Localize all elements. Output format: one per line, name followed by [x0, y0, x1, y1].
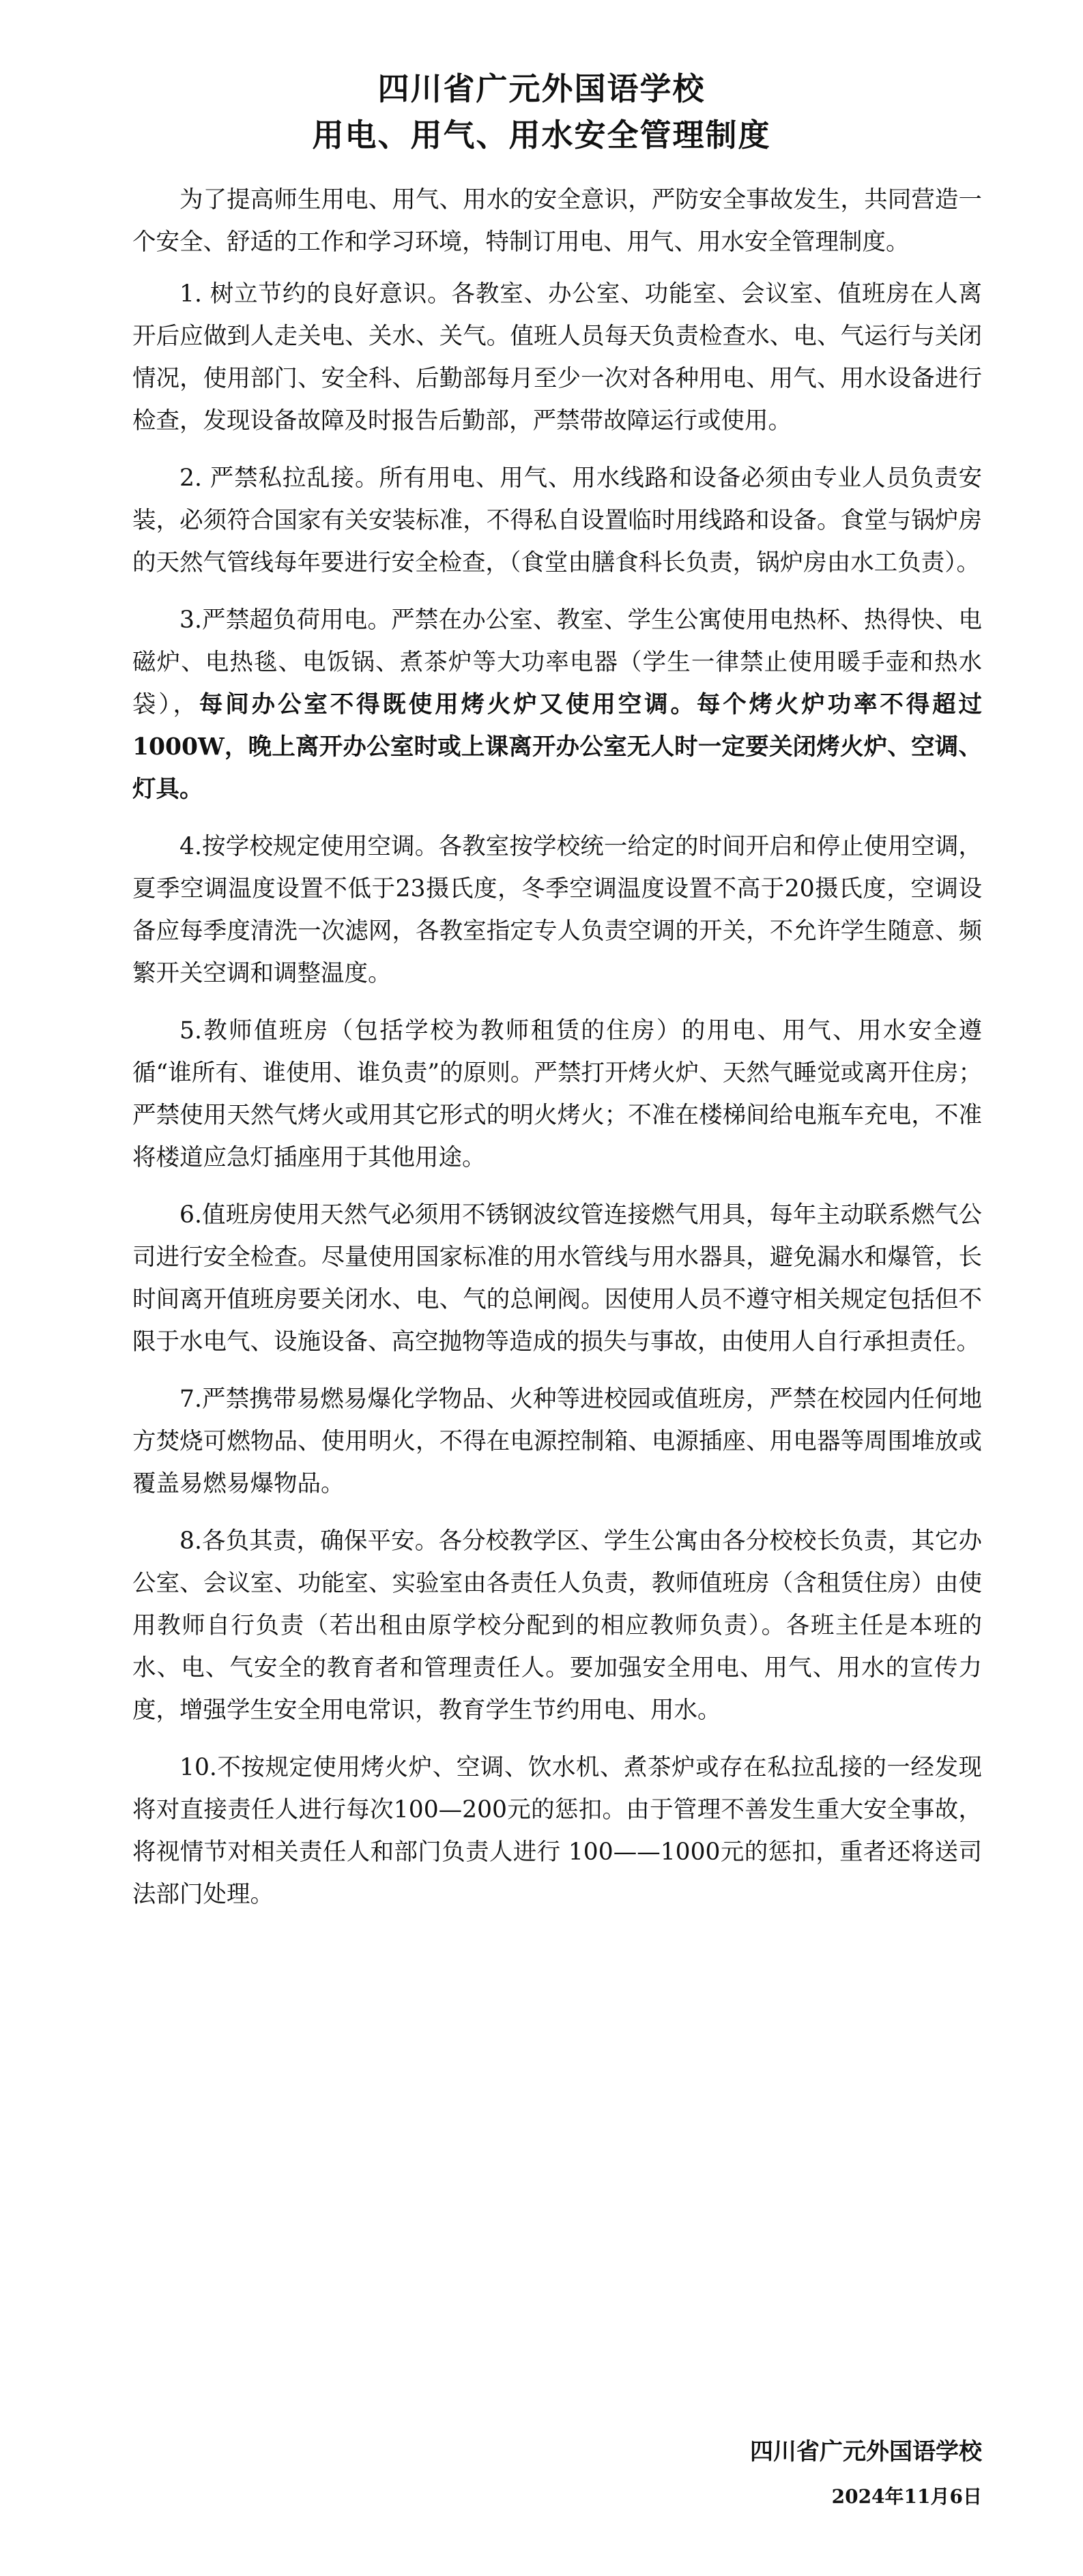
- rule-paragraph-10: 10.不按规定使用烤火炉、空调、饮水机、煮茶炉或存在私拉乱接的一经发现将对直接责任人进行每次100—200元的惩扣。由于管理不善发生重大安全事故， 将视情节对相关责任人和部门负责人进行 100——1000元的惩扣，重者还将送司法部门处理。: [132, 1754, 982, 1908]
- document-body: [132, 179, 982, 1931]
- rule-paragraph-7: 7.严禁携带易燃易爆化学物品、火种等进校园或值班房，严禁在校园内任何地方焚烧可燃物品、使用明火，不得在电源控制箱、电源插座、用电器等周围堆放或覆盖易燃易爆物品。: [132, 1386, 982, 1497]
- signature-school-name: 四川省广元外国语学校: [750, 2438, 982, 2465]
- rule-paragraph-1: 1. 树立节约的良好意识。各教室、办公室、功能室、会议室、值班房在人离开后应做到人走关电、关水、关气。值班人员每天负责检查水、电、气运行与关闭情况，使用部门、安全科、后勤部每月至少一次对各种用电、用气、用水设备进行检查，发现设备故障及时报告后勤部，严禁带故障运行或使用。: [132, 280, 982, 435]
- rule-3-emphasis-text: 每间办公室不得既使用烤火炉又使用空调。每个烤火炉功率不得超过1000W，晚上离开办公室时或上课离开办公室无人时一定要关闭烤火炉、空调、灯具。: [132, 691, 983, 803]
- rule-paragraph-5: 5.教师值班房（包括学校为教师租赁的住房）的用电、用气、用水安全遵循“谁所有、谁使用、谁负责”的原则。严禁打开烤火炉、天然气睡觉或离开住房；严禁使用天然气烤火或用其它形式的明火烤火；不准在楼梯间给电瓶车充电，不准将楼道应急灯插座用于其他用途。: [132, 1017, 982, 1171]
- rule-paragraph-6: 6.值班房使用天然气必须用不锈钢波纹管连接燃气用具，每年主动联系燃气公司进行安全检查。尽量使用国家标准的用水管线与用水器具，避免漏水和爆管，长时间离开值班房要关闭水、电、气的总闸阀。因使用人员不遵守相关规定包括但不限于水电气、设施设备、高空抛物等造成的损失与事故，由使用人自行承担责任。: [132, 1201, 982, 1356]
- rule-3-normal-text: 3.严禁超负荷用电。严禁在办公室、教室、学生公寓使用电热杯、热得快、电磁炉、电热毯、电饭锅、煮茶炉等大功率电器（学生一律禁止使用暖手壶和热水袋），: [132, 606, 982, 718]
- signature-date: 2024年11月6日: [831, 2485, 982, 2508]
- intro-paragraph: 为了提高师生用电、用气、用水的安全意识，严防安全事故发生，共同营造一个安全、舒适的工作和学习环境，特制订用电、用气、用水安全管理制度。: [132, 186, 982, 256]
- document-title-school: 四川省广元外国语学校: [377, 70, 706, 107]
- rule-paragraph-4: 4.按学校规定使用空调。各教室按学校统一给定的时间开启和停止使用空调，夏季空调温度设置不低于23摄氏度，冬季空调温度设置不高于20摄氏度，空调设备应每季度清洗一次滤网，各教室指定专人负责空调的开关，不允许学生随意、频繁开关空调和调整温度。: [132, 833, 982, 987]
- rule-paragraph-3: [132, 599, 982, 810]
- document-title-regulation: 用电、用气、用水安全管理制度: [312, 117, 771, 153]
- rule-paragraph-2: 2. 严禁私拉乱接。所有用电、用气、用水线路和设备必须由专业人员负责安装，必须符合国家有关安装标准，不得私自设置临时用线路和设备。食堂与锅炉房的天然气管线每年要进行安全检查，（食堂由膳食科长负责，锅炉房由水工负责）。: [132, 465, 982, 576]
- rule-paragraph-8: 8.各负其责，确保平安。各分校教学区、学生公寓由各分校校长负责，其它办公室、会议室、功能室、实验室由各责任人负责，教师值班房（含租赁住房）由使用教师自行负责（若出租由原学校分配到的相应教师负责）。各班主任是本班的水、电、气安全的教育者和管理责任人。要加强安全用电、用气、用水的宣传力度，增强学生安全用电常识，教育学生节约用电、用水。: [132, 1527, 982, 1724]
